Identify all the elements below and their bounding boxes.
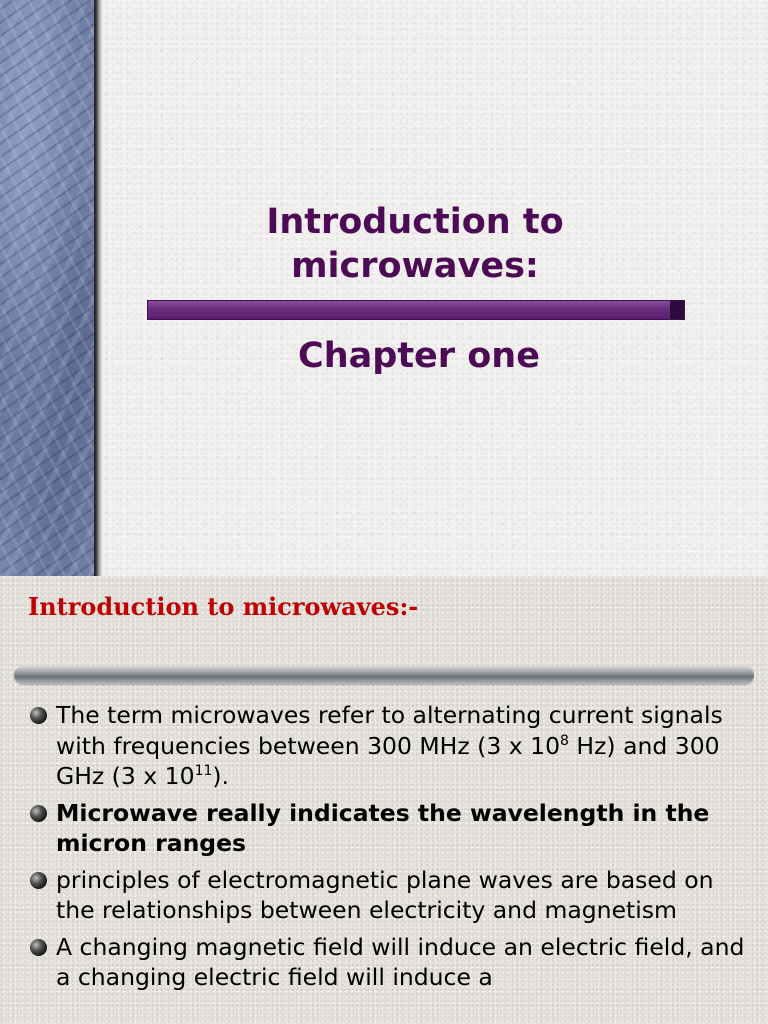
bullet-text: principles of electromagnetic plane waves are based on the relationships between electricity and magnetism [56,865,714,924]
slide-subtitle: Chapter one [298,336,540,376]
bullet-icon [30,939,47,956]
bullet-list [30,700,750,999]
list-item [30,700,750,792]
bullet-text: A changing magnetic field will induce an electric field, and a changing electric field will induce a [56,932,745,991]
strip-edge-shadow [94,0,102,576]
content-slide [0,576,768,1024]
bullet-text-part-3: ). [212,762,230,790]
bullet-text: Microwave really indicates the wavelength in the micron ranges [56,798,710,857]
slide-title-line-2: microwaves: [291,246,539,286]
content-slide-title: Introduction to microwaves:- [28,592,419,621]
bullet-superscript-2: 11 [194,763,213,780]
bullet-text-part-1: The term microwaves refer to alternating current signals with frequencies between 300 MHz (3 x 10 [56,701,723,760]
marble-texture-strip [0,0,94,576]
list-item [30,932,750,993]
bullet-text-part-2: Hz) and 300 GHz (3 x 10 [56,731,720,790]
title-rule-bar [14,666,754,684]
list-item [30,798,750,859]
bullet-superscript-1: 8 [560,732,569,749]
divider-bar-cap [670,301,684,319]
slide-title [150,200,680,288]
list-item [30,865,750,926]
slide-title-line-1: Introduction to [266,202,564,242]
title-divider-bar [147,300,685,320]
bullet-icon [30,872,47,889]
bullet-icon [30,707,47,724]
bullet-icon [30,805,47,822]
